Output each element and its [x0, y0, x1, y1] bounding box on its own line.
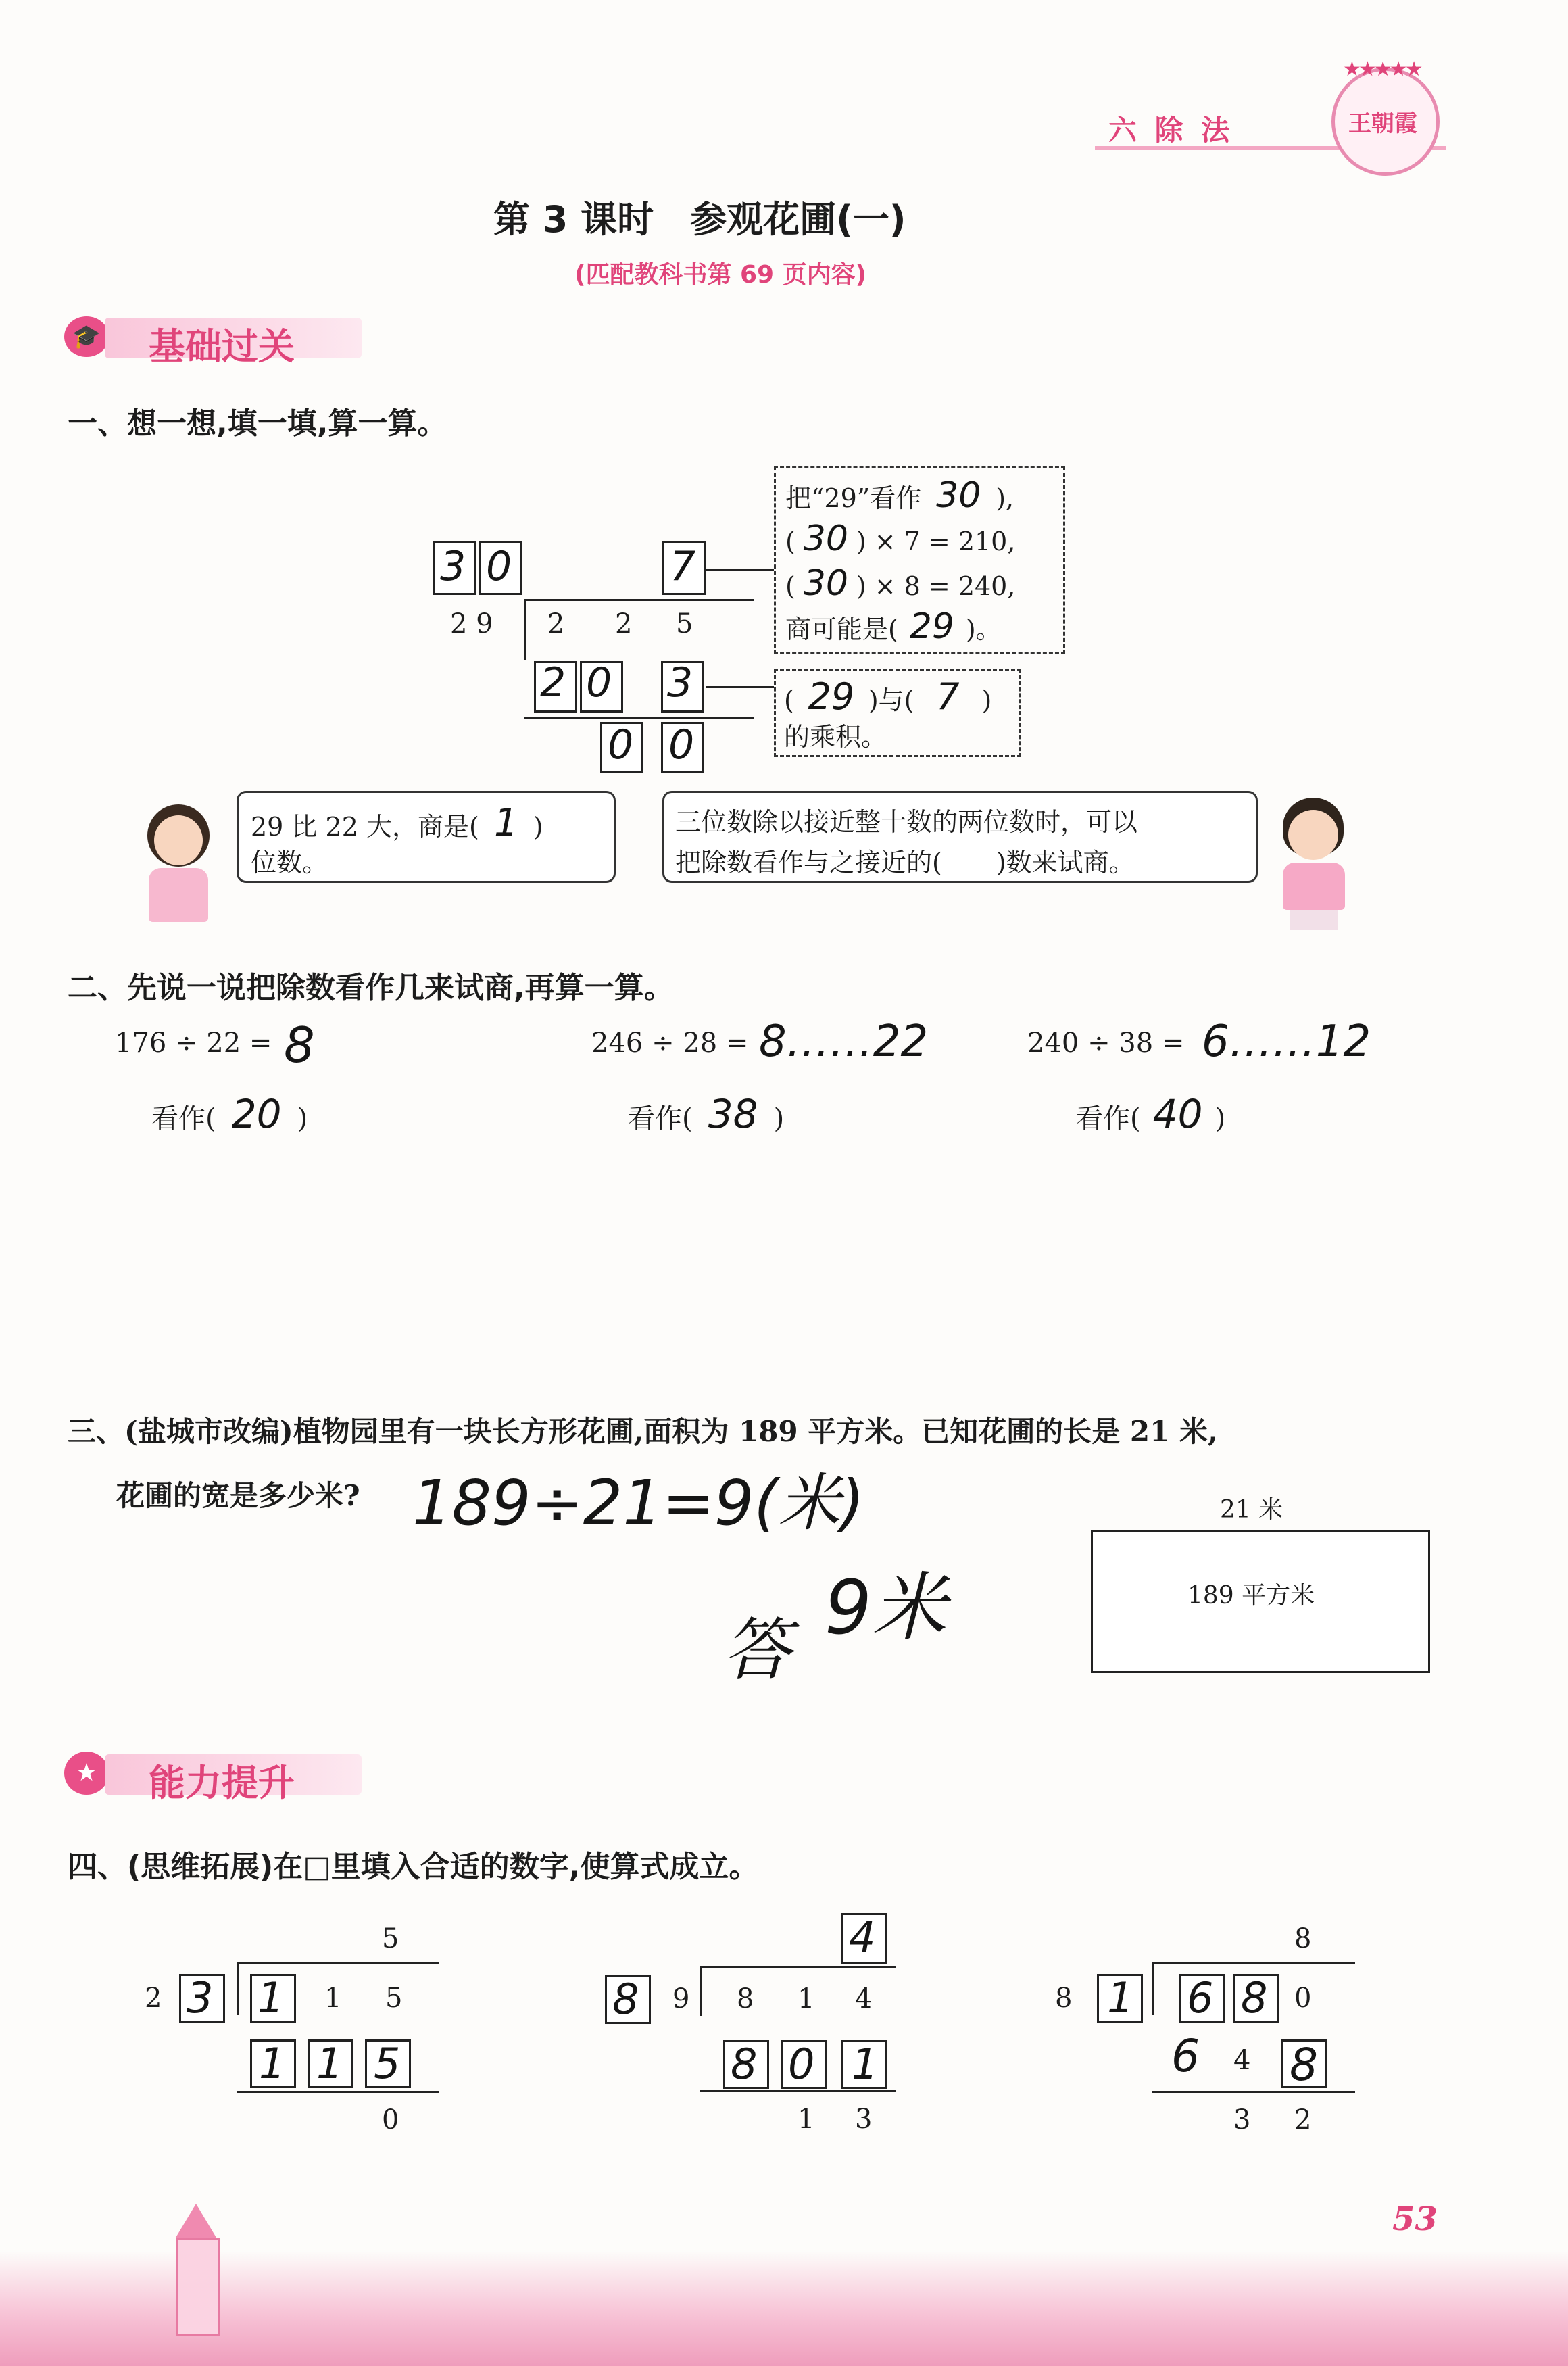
q1-division	[433, 541, 757, 811]
section-title: 基础过关	[149, 325, 295, 368]
q4-puzzle-3: 8 8 1 6 8 0 6 4 8 3 2	[1051, 1923, 1369, 2146]
answer-handwritten[interactable]: 6……12	[1202, 1017, 1371, 1067]
fill-answer[interactable]: 38	[708, 1091, 758, 1137]
trophy-icon: ★	[64, 1752, 109, 1795]
connector-line	[706, 686, 774, 688]
section-title: 能力提升	[149, 1762, 295, 1804]
fill-answer[interactable]: 30	[936, 475, 981, 516]
digit-box[interactable]: 4	[841, 1913, 887, 1964]
lesson-subtitle: (匹配教科书第 69 页内容)	[574, 261, 867, 289]
digit-box[interactable]: 3	[179, 1974, 225, 2023]
divisor: 2 9	[450, 608, 493, 639]
digit-box[interactable]: 1	[841, 2040, 887, 2089]
digit-box[interactable]: 6	[1179, 1974, 1225, 2023]
q3-title: 三、(盐城市改编)植物园里有一块长方形花圃,面积为 189 平方米。已知花圃的长是 21 米,	[68, 1415, 1218, 1448]
graduation-cap-icon: 🎓	[64, 316, 109, 357]
q2-item-1: 176 ÷ 22 = 8 看作( 20 )	[115, 1017, 315, 1137]
answer-handwritten[interactable]: 8	[284, 1017, 315, 1073]
remainder-box[interactable]: 0	[661, 722, 704, 773]
q4-puzzle-1: 5 2 3 1 1 5 1 1 5 0	[142, 1923, 453, 2146]
boy-illustration	[1271, 798, 1358, 933]
fill-answer[interactable]: 29	[909, 606, 954, 647]
q4-puzzle-2: 4 8 9 8 1 4 8 0 1 1 3	[598, 1913, 909, 2146]
digit-box[interactable]: 1	[308, 2039, 353, 2088]
subtract-line	[524, 717, 754, 719]
q3-work-handwritten[interactable]: 189÷21=9(米)	[412, 1467, 865, 1539]
star-icon: ★★★★★	[1343, 57, 1421, 81]
fill-answer[interactable]: 30	[803, 518, 848, 559]
digit-box[interactable]: 1	[250, 1974, 296, 2023]
castle-icon	[155, 2204, 237, 2339]
section-basic	[64, 311, 368, 368]
chapter-label: 六 除 法	[1108, 114, 1234, 147]
quotient-box[interactable]: 7	[662, 541, 706, 595]
dividend-digit: 2	[615, 608, 633, 639]
digit-box[interactable]: 1	[1097, 1974, 1143, 2023]
speech-bubble-girl: 29 比 22 大，商是( 1 ) 位数。	[237, 791, 616, 883]
division-bracket	[524, 599, 526, 660]
hint-box-estimate: 把“29”看作 30 ), ( 30 ) × 7 = 210, ( 30 ) × 8 = 240, 商可能是( 29 )。	[774, 466, 1065, 654]
digit-box[interactable]: 8	[1281, 2039, 1327, 2088]
fill-answer[interactable]: 1	[493, 801, 518, 845]
digit-box[interactable]: 5	[365, 2039, 411, 2088]
q2-item-3: 240 ÷ 38 = 6……12 看作( 40 )	[1027, 1017, 1371, 1137]
q3-answer-value[interactable]: 9米	[825, 1564, 946, 1651]
answer-handwritten[interactable]: 8……22	[759, 1017, 929, 1067]
division-bar	[524, 599, 754, 601]
connector-line	[706, 569, 774, 571]
girl-illustration	[135, 804, 223, 933]
figure-length-label: 21 米	[1220, 1496, 1283, 1524]
dividend-digit: 5	[676, 608, 693, 639]
q3-title-cont: 花圃的宽是多少米?	[116, 1479, 360, 1512]
remainder-box[interactable]: 0	[600, 722, 643, 773]
digit-box[interactable]: 8	[605, 1975, 651, 2024]
lesson-title: 第 3 课时 参观花圃(一)	[493, 198, 906, 241]
digit-box[interactable]: 0	[781, 2040, 827, 2089]
speech-bubble-boy: 三位数除以接近整十数的两位数时，可以 把除数看作与之接近的( )数来试商。	[662, 791, 1258, 883]
digit-box[interactable]: 8	[1233, 1974, 1279, 2023]
product-box[interactable]: 0	[580, 661, 623, 713]
q2-item-2: 246 ÷ 28 = 8……22 看作( 38 )	[591, 1017, 929, 1137]
fill-answer[interactable]: 30	[803, 563, 848, 604]
garden-rectangle	[1091, 1530, 1430, 1673]
q3-answer-label: 答	[723, 1610, 791, 1689]
product-box[interactable]: 3	[661, 661, 704, 713]
q1-title: 一、想一想,填一填,算一算。	[68, 406, 447, 441]
dividend-digit: 2	[547, 608, 565, 639]
figure-area-label: 189 平方米	[1187, 1582, 1315, 1610]
digit-box[interactable]: 8	[723, 2040, 769, 2089]
fill-answer[interactable]: 20	[231, 1091, 282, 1137]
quotient-box[interactable]: 0	[479, 541, 522, 595]
brand-name: 王朝霞	[1348, 110, 1417, 137]
quotient-box[interactable]: 3	[433, 541, 476, 595]
fill-answer[interactable]: 29	[808, 675, 855, 718]
product-box[interactable]: 2	[534, 661, 577, 713]
hint-box-product: ( 29 )与( 7 ) 的乘积。	[774, 669, 1021, 757]
q4-title: 四、(思维拓展)在□里填入合适的数字,使算式成立。	[68, 1850, 759, 1884]
page-number: 53	[1392, 2200, 1438, 2238]
section-advanced	[64, 1747, 368, 1802]
fill-answer[interactable]: 40	[1152, 1091, 1203, 1137]
digit-box[interactable]: 1	[250, 2039, 296, 2088]
fill-answer[interactable]: 7	[936, 675, 960, 718]
brand-logo	[1331, 57, 1440, 176]
q2-title: 二、先说一说把除数看作几来试商,再算一算。	[68, 971, 674, 1005]
